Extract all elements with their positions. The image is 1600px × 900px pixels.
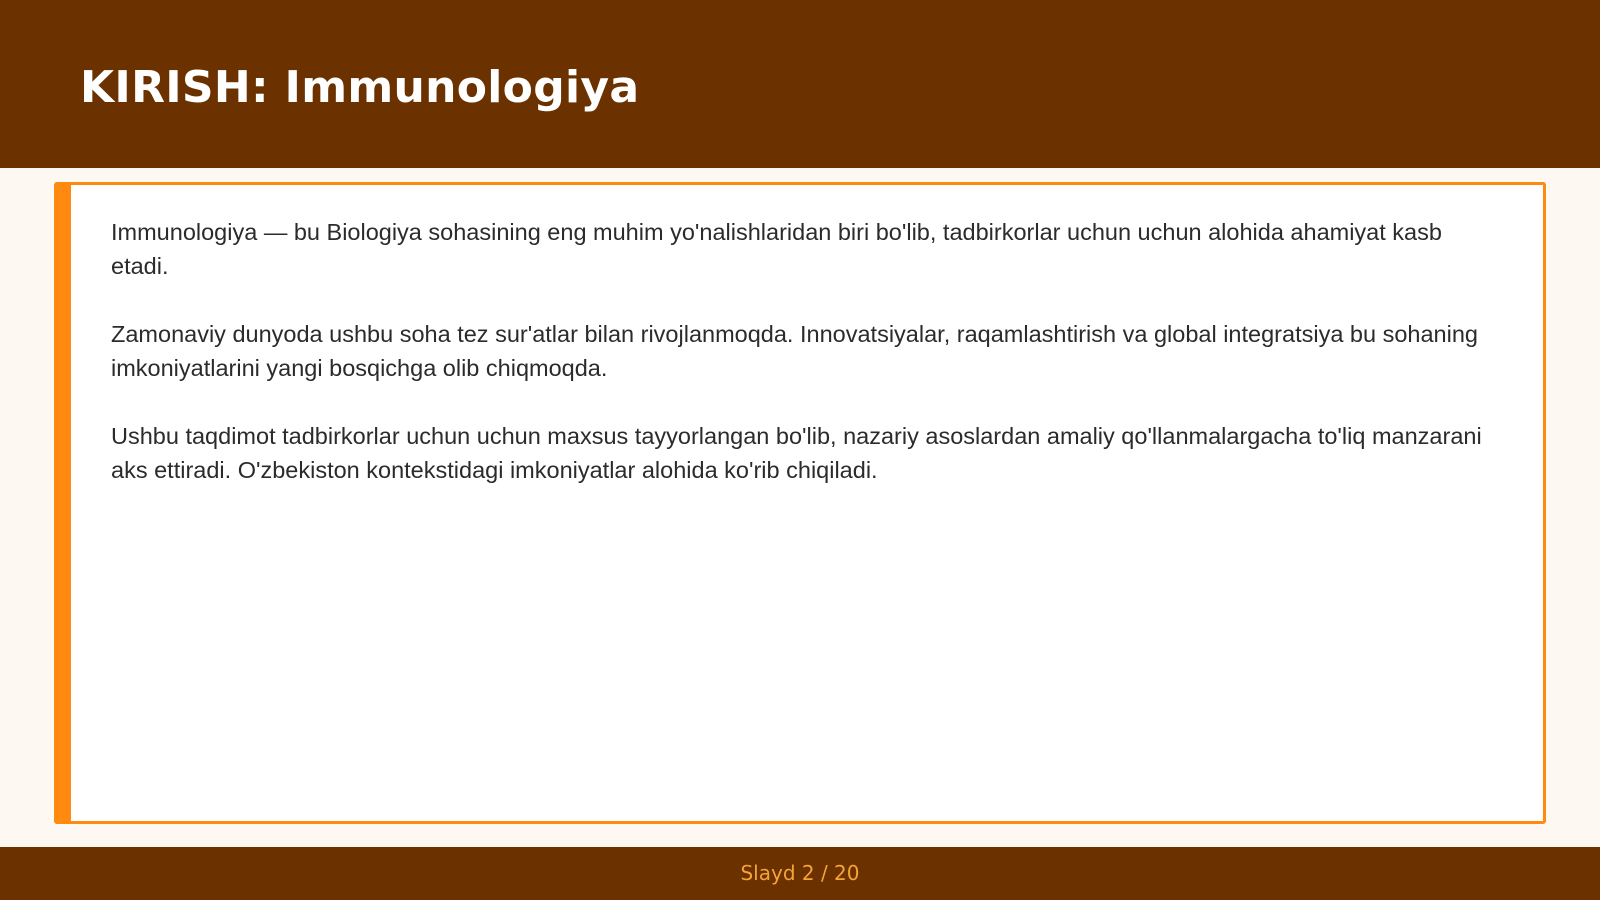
- content-body: [111, 215, 1496, 521]
- slide-header: [0, 0, 1600, 168]
- content-card: [54, 182, 1546, 824]
- paragraph-intro: Immunologiya — bu Biologiya sohasining eng muhim yo'nalishlaridan biri bo'lib, tadbirkorlar uchun uchun alohida ahamiyat kasb etadi.: [111, 219, 1442, 279]
- slide-title: KIRISH: Immunologiya: [80, 62, 640, 113]
- paragraph-presentation-purpose: Ushbu taqdimot tadbirkorlar uchun uchun maxsus tayyorlangan bo'lib, nazariy asoslardan amaliy qo'llanmalargacha to'liq manzarani aks ettiradi. O'zbekiston kontekstidagi imkoniyatlar alohida ko'rib chiqiladi.: [111, 423, 1482, 483]
- slide-footer: [0, 847, 1600, 900]
- slide-number: Slayd 2 / 20: [740, 861, 860, 885]
- paragraph-modern-world: Zamonaviy dunyoda ushbu soha tez sur'atlar bilan rivojlanmoqda. Innovatsiyalar, raqamlashtirish va global integratsiya bu sohaning imkoniyatlarini yangi bosqichga olib chiqmoqda.: [111, 321, 1478, 381]
